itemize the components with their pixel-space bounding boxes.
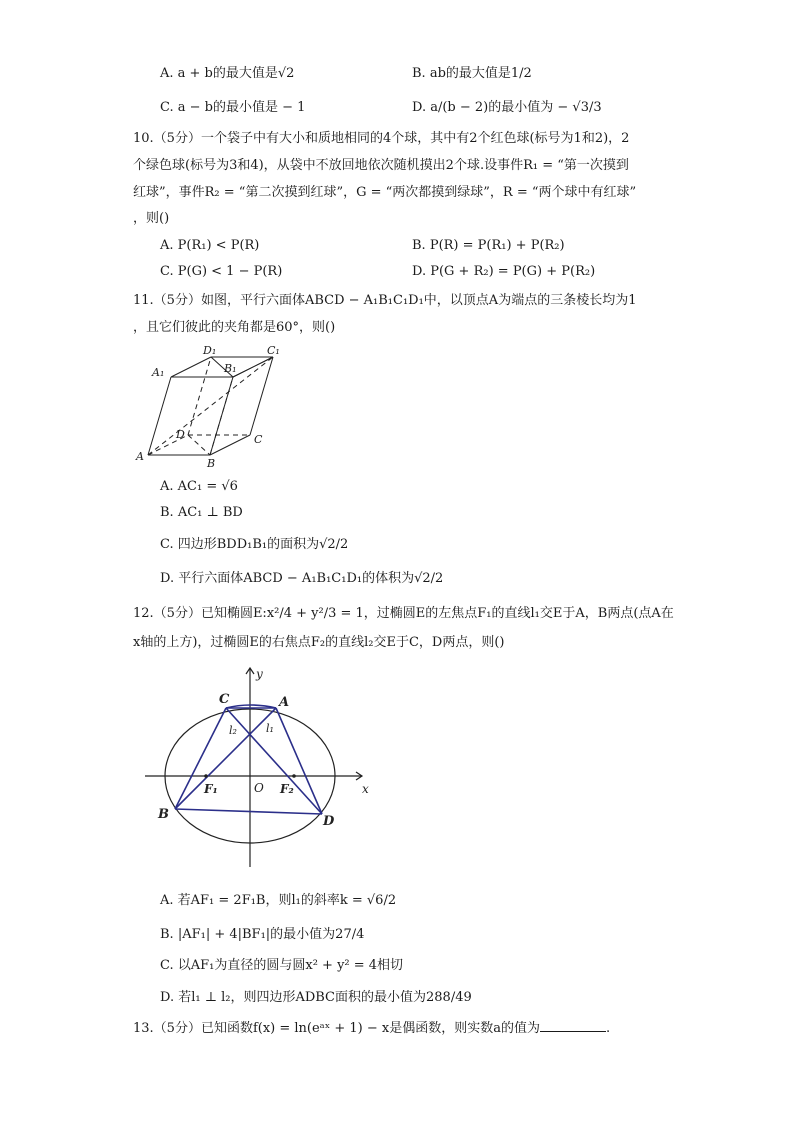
q13-end: .	[605, 1021, 611, 1036]
q11-option-c: C. 四边形BDD₁B₁的面积为√2/2	[160, 537, 349, 552]
label-D: D	[323, 814, 335, 829]
q12-option-c: C. 以AF₁为直径的圆与圆x² + y² = 4相切	[160, 958, 404, 973]
label-A: A	[279, 695, 290, 710]
label-F1: F₁	[204, 782, 218, 796]
label-C: C	[254, 433, 263, 446]
answer-blank[interactable]	[540, 1017, 606, 1032]
q10-stem-line2: 个绿色球(标号为3和4)，从袋中不放回地依次随机摸出2个球.设事件R₁ = “第一次摸到	[133, 158, 629, 173]
label-A1: A₁	[152, 366, 165, 379]
label-x: x	[362, 782, 369, 796]
q10-option-c: C. P(G) < 1 − P(R)	[160, 264, 283, 279]
q11-stem-line1: 11.（5分）如图，平行六面体ABCD − A₁B₁C₁D₁中，以顶点A为端点的三条棱长均为1	[133, 293, 637, 308]
label-O: O	[254, 781, 264, 795]
q9-option-d: D. a/(b − 2)的最小值为 − √3/3	[412, 100, 602, 115]
label-C: C	[219, 692, 230, 707]
q12-stem-line1: 12.（5分）已知椭圆E:x²/4 + y²/3 = 1，过椭圆E的左焦点F₁的直线l₁交E于A，B两点(点A在	[133, 606, 674, 621]
q10-stem-line4: ，则()	[133, 211, 170, 226]
q13-stem	[133, 1017, 610, 1038]
q11-stem-line2: ，且它们彼此的夹角都是60°，则()	[133, 320, 336, 335]
q10-option-b: B. P(R) = P(R₁) + P(R₂)	[412, 238, 565, 253]
label-D1: D₁	[203, 344, 217, 357]
q12-option-d: D. 若l₁ ⊥ l₂，则四边形ADBC面积的最小值为288/49	[160, 990, 472, 1005]
label-B1: B₁	[224, 362, 237, 375]
label-y: y	[256, 667, 263, 681]
ellipse-figure	[140, 662, 380, 872]
label-C1: C₁	[267, 344, 280, 357]
label-l1: l₁	[266, 722, 274, 735]
q10-option-a: A. P(R₁) < P(R)	[160, 238, 260, 253]
label-D: D	[176, 428, 185, 441]
q10-option-d: D. P(G + R₂) = P(G) + P(R₂)	[412, 264, 596, 279]
parallelepiped-figure	[133, 343, 313, 468]
q12-stem-line2: x轴的上方)，过椭圆E的右焦点F₂的直线l₂交E于C，D两点，则()	[133, 635, 505, 650]
q10-stem-line1: 10.（5分）一个袋子中有大小和质地相同的4个球，其中有2个红色球(标号为1和2)，2	[133, 131, 630, 146]
label-B: B	[207, 457, 216, 468]
label-B: B	[158, 807, 169, 822]
q12-option-b: B. |AF₁| + 4|BF₁|的最小值为27/4	[160, 927, 365, 942]
q13-text: 13.（5分）已知函数f(x) = ln(eᵃˣ + 1) − x是偶函数，则实数a的值为	[133, 1021, 540, 1036]
q9-option-c: C. a − b的最小值是 − 1	[160, 100, 306, 115]
label-l2: l₂	[229, 724, 237, 737]
q10-stem-line3: 红球”，事件R₂ = “第二次摸到红球”，G = “两次都摸到绿球”，R = “两个球中有红球”	[133, 185, 637, 200]
q11-option-d: D. 平行六面体ABCD − A₁B₁C₁D₁的体积为√2/2	[160, 571, 444, 586]
q11-option-b: B. AC₁ ⊥ BD	[160, 505, 243, 520]
q11-option-a: A. AC₁ = √6	[160, 479, 238, 494]
q9-option-a: A. a + b的最大值是√2	[160, 66, 295, 81]
label-F2: F₂	[280, 782, 294, 796]
label-A: A	[136, 450, 144, 463]
q12-option-a: A. 若AF₁ = 2F₁B，则l₁的斜率k = √6/2	[160, 893, 397, 908]
q9-option-b: B. ab的最大值是1/2	[412, 66, 532, 81]
